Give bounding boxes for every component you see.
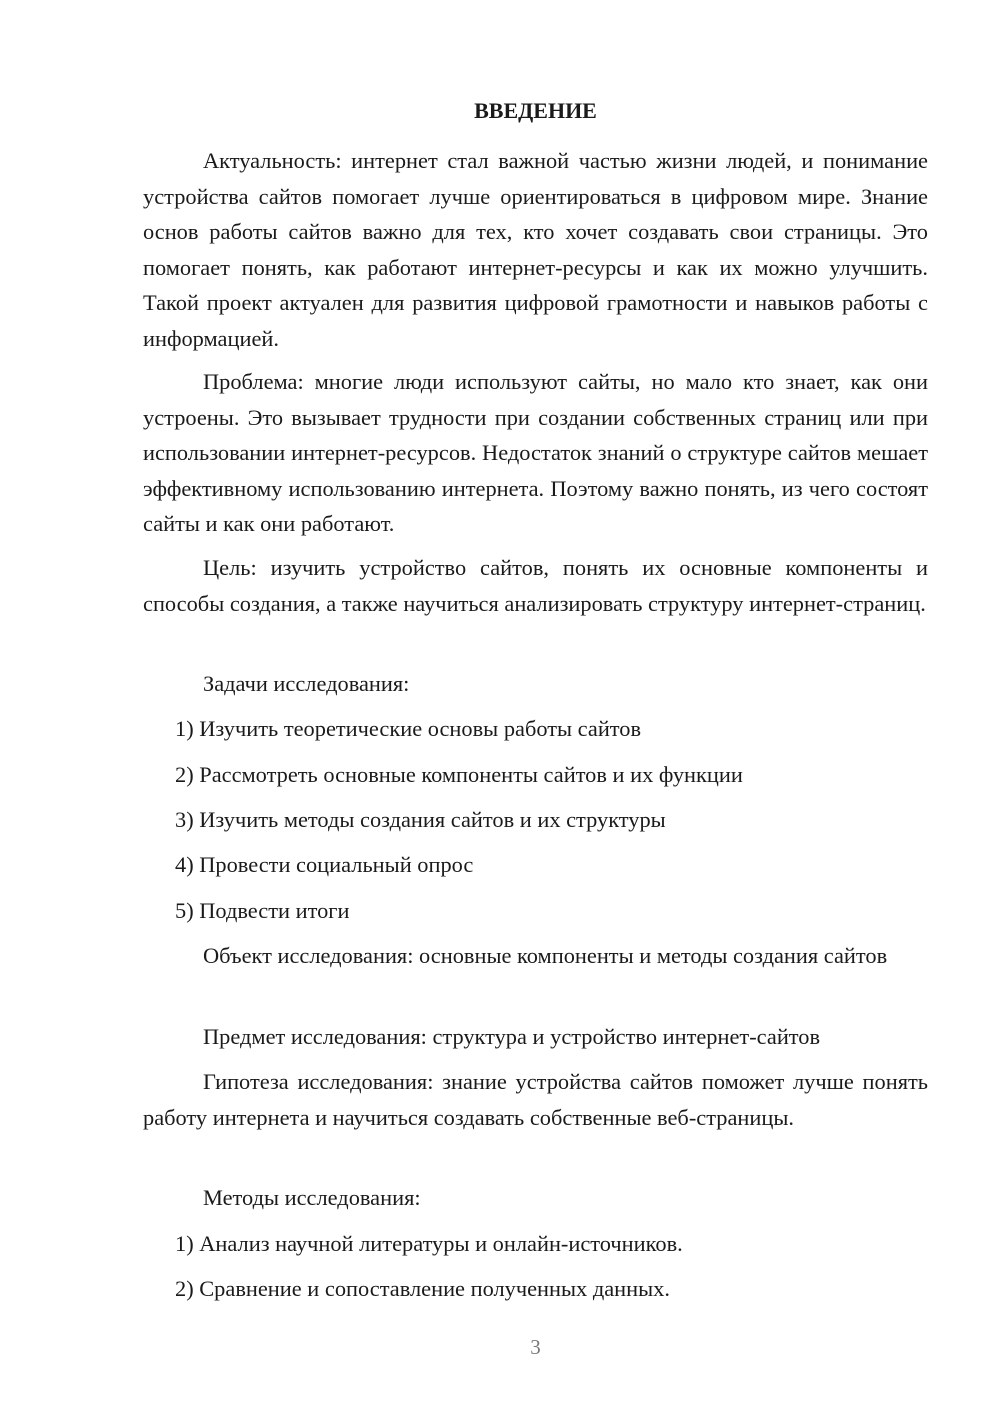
- section-title: ВВЕДЕНИЕ: [474, 98, 597, 123]
- page-number: 3: [530, 1335, 541, 1359]
- task-item: 5) Подвести итоги: [175, 898, 350, 923]
- goal-paragraph: Цель: изучить устройство сайтов, понять их основные компоненты и способы создания, а также научиться анализировать структуру интернет-страниц.: [143, 555, 928, 616]
- method-item: 2) Сравнение и сопоставление полученных данных.: [175, 1276, 670, 1301]
- relevance-paragraph: Актуальность: интернет стал важной частью жизни людей, и понимание устройства сайтов помогает лучше ориентироваться в цифровом мире. Знание основ работы сайтов важно для тех, кто хочет создавать свои страницы. Это помогает понять, как работают интернет-ресурсы и как их можно улучшить. Такой проект актуален для развития цифровой грамотности и навыков работы с информацией.: [143, 148, 928, 351]
- problem-paragraph: Проблема: многие люди используют сайты, но мало кто знает, как они устроены. Это вызывает трудности при создании собственных страниц или при использовании интернет-ресурсов. Недостаток знаний о структуре сайтов мешает эффективному использованию интернета. Поэтому важно понять, из чего состоят сайты и как они работают.: [143, 369, 928, 536]
- task-item: 4) Провести социальный опрос: [175, 852, 474, 877]
- methods-heading: Методы исследования:: [203, 1185, 421, 1210]
- task-item: 3) Изучить методы создания сайтов и их структуры: [175, 807, 666, 832]
- hypothesis-paragraph: Гипотеза исследования: знание устройства сайтов поможет лучше понять работу интернета и научиться создавать собственные веб-страницы.: [143, 1069, 928, 1130]
- object-paragraph: Объект исследования: основные компоненты и методы создания сайтов: [203, 943, 888, 968]
- task-item: 2) Рассмотреть основные компоненты сайтов и их функции: [175, 762, 743, 787]
- tasks-heading: Задачи исследования:: [203, 671, 410, 696]
- method-item: 1) Анализ научной литературы и онлайн-источников.: [175, 1231, 683, 1256]
- task-item: 1) Изучить теоретические основы работы сайтов: [175, 716, 642, 741]
- subject-paragraph: Предмет исследования: структура и устройство интернет-сайтов: [203, 1024, 821, 1049]
